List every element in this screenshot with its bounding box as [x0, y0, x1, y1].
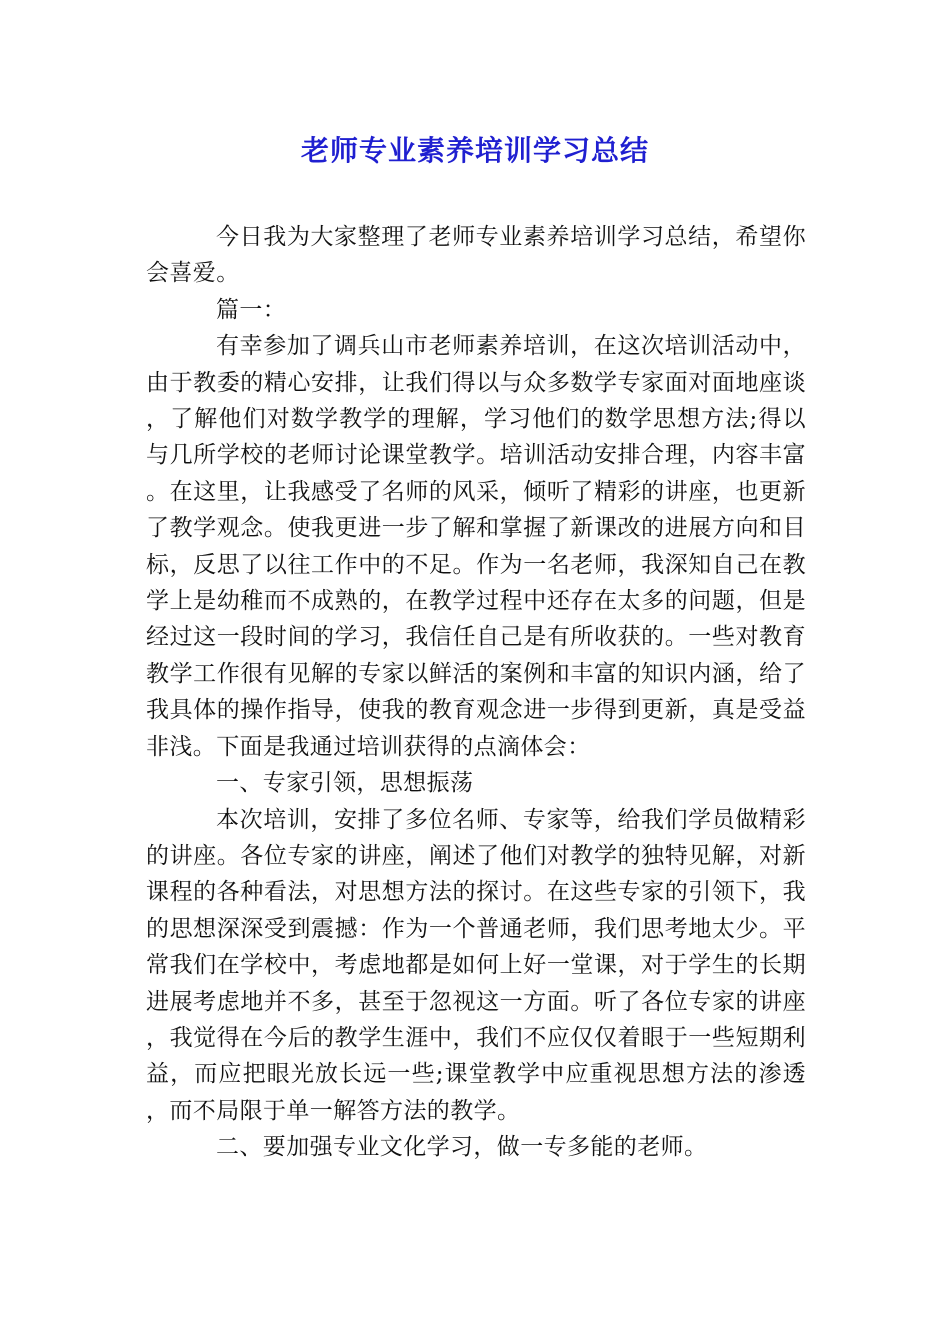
section-heading: 一、专家引领，思想振荡 — [216, 770, 474, 797]
document-body — [146, 219, 806, 1166]
section-heading: 二、要加强专业文化学习，做一专多能的老师。 — [216, 1134, 708, 1161]
intro-paragraph: 今日我为大家整理了老师专业素养培训学习总结，希望你会喜爱。 — [146, 224, 806, 287]
document-title: 老师专业素养培训学习总结 — [300, 134, 649, 167]
body-paragraph: 有幸参加了调兵山市老师素养培训，在这次培训活动中，由于教委的精心安排，让我们得以与众多数学专家面对面地座谈，了解他们对数学教学的理解，学习他们的数学思想方法;得以与几所学校的老师讨论课堂教学。培训活动安排合理，内容丰富。在这里，让我感受了名师的风采，倾听了精彩的讲座，也更新了教学观念。使我更进一步了解和掌握了新课改的进展方向和目标，反思了以往工作中的不足。作为一名老师，我深知自己在教学上是幼稚而不成熟的，在教学过程中还存在太多的问题，但是经过这一段时间的学习，我信任自己是有所收获的。一些对教育教学工作很有见解的专家以鲜活的案例和丰富的知识内涵，给了我具体的操作指导，使我的教育观念进一步得到更新，真是受益非浅。下面是我通过培训获得的点滴体会： — [146, 333, 806, 760]
section-label: 篇一： — [216, 296, 287, 323]
body-paragraph: 本次培训，安排了多位名师、专家等，给我们学员做精彩的讲座。各位专家的讲座，阐述了他们对教学的独特见解，对新课程的各种看法，对思想方法的探讨。在这些专家的引领下，我的思想深深受到震撼：作为一个普通老师，我们思考地太少。平常我们在学校中，考虑地都是如何上好一堂课，对于学生的长期进展考虑地并不多，甚至于忽视这一方面。听了各位专家的讲座，我觉得在今后的教学生涯中，我们不应仅仅着眼于一些短期利益，而应把眼光放长远一些;课堂教学中应重视思想方法的渗透，而不局限于单一解答方法的教学。 — [146, 806, 806, 1124]
